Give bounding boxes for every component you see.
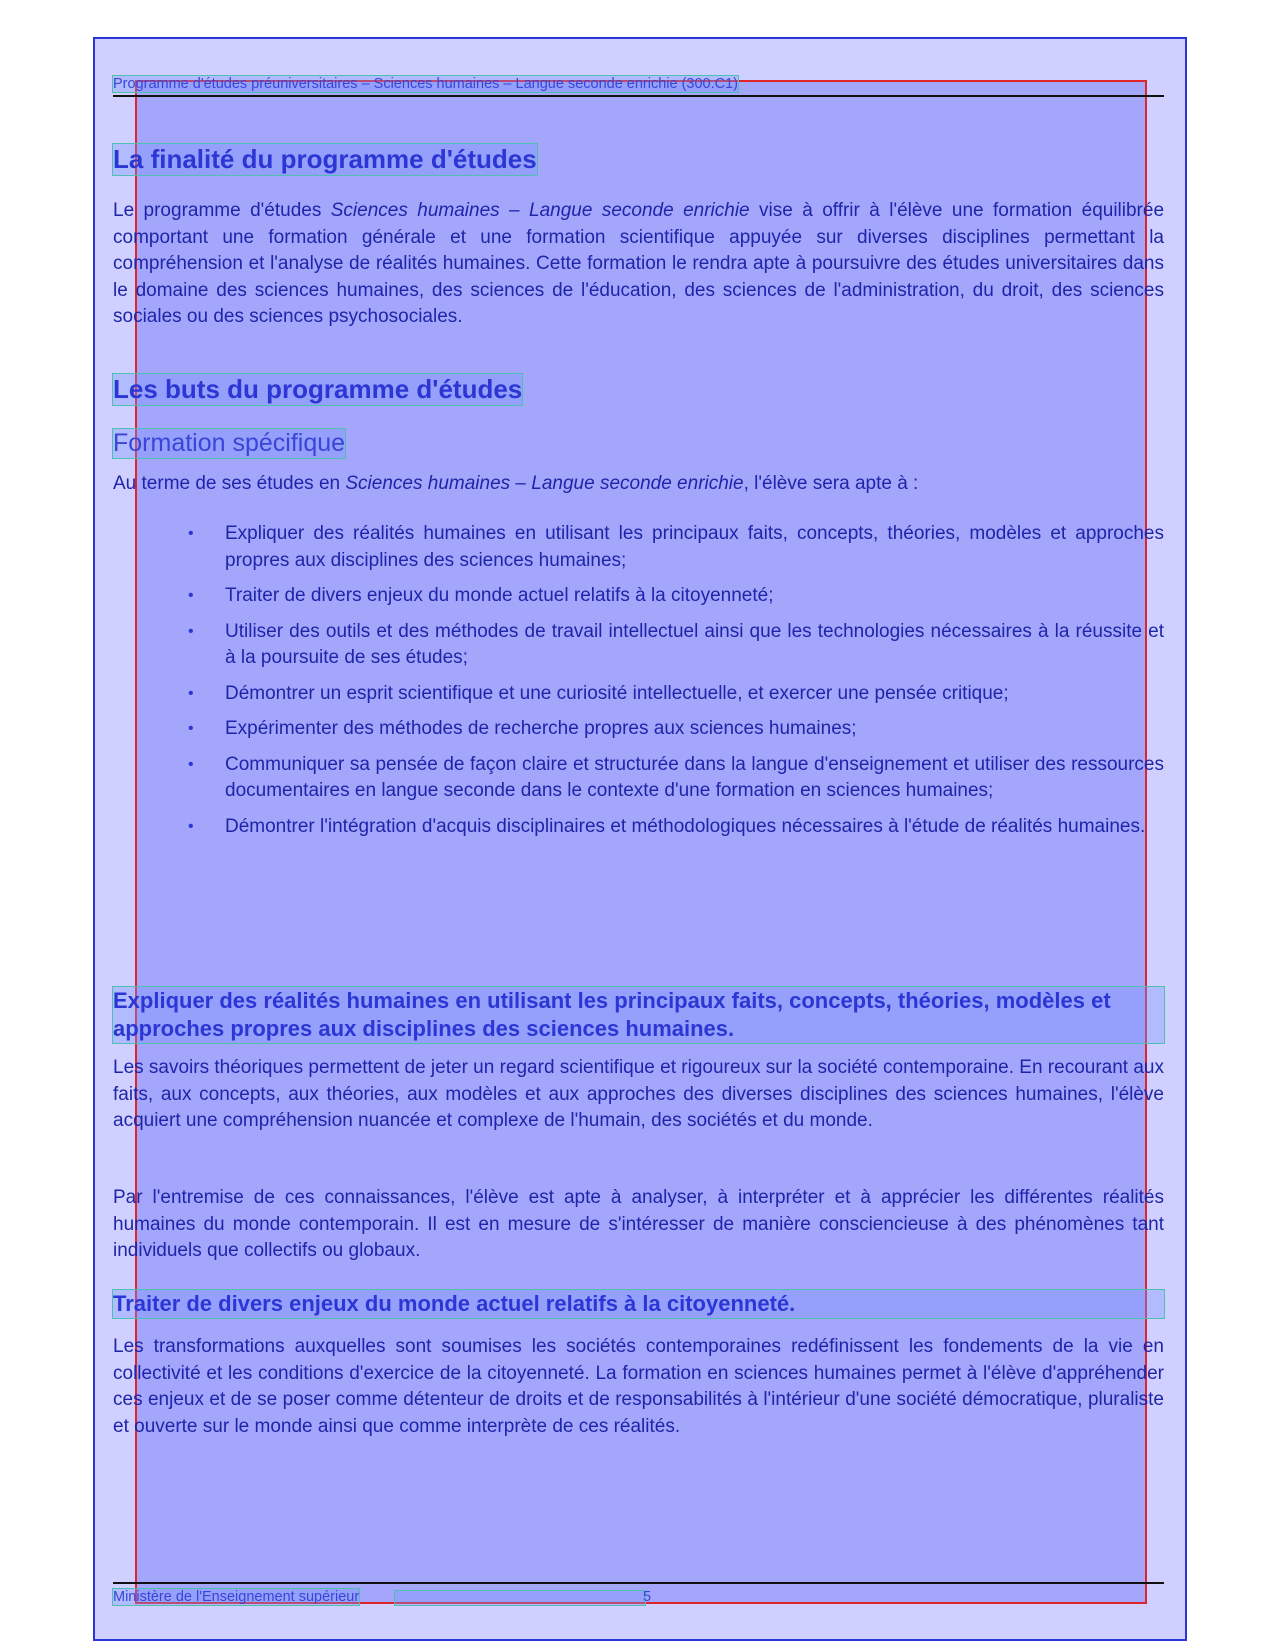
buts-intro-dash: – — [510, 473, 532, 494]
bullet-icon: • — [188, 720, 194, 737]
bullet-icon: • — [188, 684, 194, 702]
section-title-finalite: La finalité du programme d'études — [113, 144, 537, 174]
list-item — [113, 752, 1164, 805]
traiter-paragraph-1: Les transformations auxquelles sont soumises les sociétés contemporaines redéfinissent les fondements de la vie en collectivité et les conditions d'exercice de la citoyenneté. La formation en sciences humaines permet à l'élève d'appréhender ces enjeux et de se poser comme détenteur de droits et de responsabilités à l'intérieur d'une société démocratique, pluraliste et ouverte sur le monde ainsi que comme interprète de ces réalités. — [113, 1336, 1164, 1437]
page-number: 5 — [643, 1589, 652, 1605]
list-item-text: Utiliser des outils et des méthodes de travail intellectuel ainsi que les technologies nécessaires à la réussite et à la poursuite de ses études; — [225, 620, 1164, 668]
subsection-title-formation: Formation spécifique — [113, 429, 346, 457]
bullet-icon: • — [188, 525, 194, 542]
list-item-text: Traiter de divers enjeux du monde actuel relatifs à la citoyenneté; — [225, 585, 774, 606]
finalite-dash: – — [499, 200, 530, 221]
footer-tab-leader — [395, 1591, 645, 1605]
objective-title-expliquer: Expliquer des réalités humaines en utilisant les principaux faits, concepts, théories, modèles et approches propres aux disciplines des sciences humaines. — [113, 987, 1164, 1043]
buts-intro-text-1: Au terme de ses études en — [113, 473, 346, 494]
finalite-paragraph — [113, 198, 1164, 331]
finalite-text-2: vise à offrir à l'élève une formation équilibrée comportant une formation générale et une formation scientifique appuyée sur diverses disciplines permettant la compréhension et l'analyse de réalités humaines. Cette formation le rendra apte à poursuivre des études universitaires dans le domaine des sciences humaines, des sciences de l'éducation, des sciences de l'administration, du droit, des sciences sociales ou des sciences psychosociales. — [113, 200, 1165, 327]
list-item — [113, 583, 1164, 610]
bullet-icon: • — [188, 587, 194, 604]
list-item-text: Démontrer l'intégration d'acquis disciplinaires et méthodologiques nécessaires à l'étude de réalités humaines. — [225, 815, 1146, 837]
finalite-program-name: Sciences humaines — [330, 200, 500, 221]
list-item-text: Expérimenter des méthodes de recherche propres aux sciences humaines; — [225, 718, 857, 739]
expliquer-paragraph-1: Les savoirs théoriques permettent de jeter un regard scientifique et rigoureux sur la société contemporaine. En recourant aux faits, aux concepts, aux théories, aux modèles et aux approches des diverses disciplines des sciences humaines, l'élève acquiert une compréhension nuancée et complexe de l'humain, des sociétés et du monde. — [113, 1057, 1164, 1131]
buts-intro-program-name: Sciences humaines — [345, 473, 511, 494]
buts-intro-program-variant: Langue seconde enrichie — [531, 473, 744, 494]
footer-rule — [113, 1582, 1164, 1584]
bullet-icon: • — [188, 622, 194, 640]
list-item — [113, 814, 1164, 841]
finalite-program-variant: Langue seconde enrichie — [529, 200, 750, 221]
bullet-icon: • — [188, 755, 194, 773]
list-item — [113, 521, 1164, 574]
running-header: Programme d'études préuniversitaires – Sciences humaines – Langue seconde enrichie (300.C1) — [113, 76, 739, 92]
section-title-buts: Les buts du programme d'études — [113, 374, 523, 404]
list-item-text: Expliquer des réalités humaines en utilisant les principaux faits, concepts, théories, modèles et approches propres aux disciplines des sciences humaines; — [225, 523, 1164, 571]
document-page — [113, 0, 1164, 1651]
objective-title-traiter: Traiter de divers enjeux du monde actuel relatifs à la citoyenneté. — [113, 1290, 1164, 1318]
buts-intro-text-2: , l'élève sera apte à : — [743, 473, 919, 494]
list-item — [113, 716, 1164, 743]
list-item — [113, 681, 1164, 708]
header-rule — [113, 95, 1164, 97]
running-footer: Ministère de l'Enseignement supérieur — [113, 1589, 360, 1605]
expliquer-paragraph-2: Par l'entremise de ces connaissances, l'élève est apte à analyser, à interpréter et à apprécier les différentes réalités humaines du monde contemporain. Il est en mesure de s'intéresser de manière consciencieuse à des phénomènes tant individuels que collectifs ou globaux. — [113, 1187, 1164, 1261]
buts-intro — [113, 471, 1164, 498]
finalite-text-1: Le programme d'études — [113, 200, 331, 221]
list-item-text: Communiquer sa pensée de façon claire et structurée dans la langue d'enseignement et utiliser des ressources documentaires en langue seconde dans le contexte d'une formation en sciences humaines; — [225, 753, 1164, 801]
list-item — [113, 619, 1164, 672]
bullet-icon: • — [188, 817, 194, 835]
buts-list — [113, 521, 1164, 849]
list-item-text: Démontrer un esprit scientifique et une curiosité intellectuelle, et exercer une pensée critique; — [225, 682, 1009, 704]
